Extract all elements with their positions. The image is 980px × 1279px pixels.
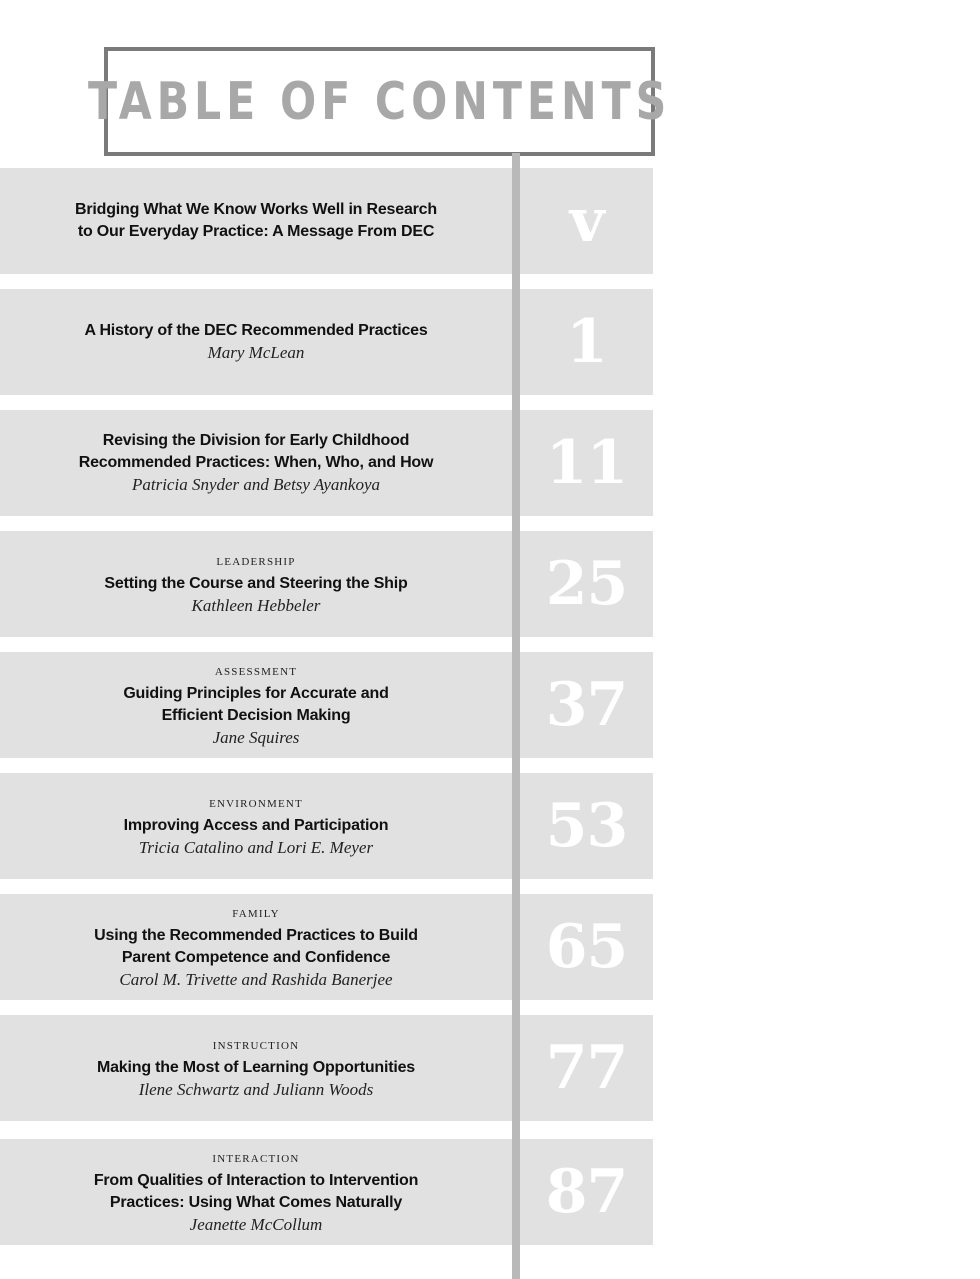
toc-entry-page [520,1139,653,1245]
entry-title-line: From Qualities of Interaction to Intervention [93,1171,419,1189]
toc-entry[interactable] [0,773,653,879]
entry-title-line: to Our Everyday Practice: A Message From DEC [77,223,435,240]
entry-title-line: Setting the Course and Steering the Ship [104,574,408,592]
page-number: 37 [545,670,628,740]
toc-entry-text [0,168,512,274]
toc-entry[interactable] [0,652,653,758]
toc-entry-text [0,652,512,758]
page-number: 11 [545,428,628,498]
toc-entry-page [520,289,653,395]
page-number: 1 [566,307,607,377]
entry-title-line: Bridging What We Know Works Well in Research [75,201,437,218]
entry-title-line: Revising the Division for Early Childhood [102,432,410,449]
entry-author: Jane Squires [212,727,300,747]
entry-title-line: Parent Competence and Confidence [121,948,391,966]
toc-entry-page [520,410,653,516]
toc-entry-page [520,1015,653,1121]
toc-entry-page [520,531,653,637]
toc-entry-page [520,168,653,274]
entry-section-label: family [232,904,280,921]
toc-entry-text [0,894,512,1000]
entry-title-line: Recommended Practices: When, Who, and How [78,454,434,471]
entry-author: Jeanette McCollum [189,1214,323,1234]
entry-section-label: interaction [212,1149,300,1166]
page-number: 77 [545,1033,628,1103]
toc-entry-text [0,773,512,879]
page-number: 25 [545,549,628,619]
entry-section-label: instruction [212,1036,300,1053]
page-number: 65 [545,912,628,982]
page-number: 53 [545,791,628,861]
page-number: 87 [545,1157,628,1227]
entry-title-line: Improving Access and Participation [123,816,389,834]
entry-author: Ilene Schwartz and Juliann Woods [138,1079,374,1099]
toc-entry-page [520,773,653,879]
toc-title-box [87,47,672,156]
entry-title-line: Guiding Principles for Accurate and [123,684,389,702]
toc-entry[interactable] [0,168,653,274]
entry-section-label: environment [209,794,303,811]
toc-entry[interactable] [0,894,653,1000]
toc-entry-text [0,531,512,637]
entry-title-line: Efficient Decision Making [161,706,351,724]
toc-entry-page [520,894,653,1000]
toc-entry[interactable] [0,531,653,637]
entry-author: Carol M. Trivette and Rashida Banerjee [119,969,393,989]
entry-title-line: Making the Most of Learning Opportunities [96,1058,416,1076]
page-title: TABLE OF CONTENTS [87,71,672,132]
toc-entry-text [0,1015,512,1121]
toc-entry-text [0,1139,512,1245]
vertical-divider [512,153,520,1279]
entry-section-label: assessment [214,662,298,679]
entry-title-line: Using the Recommended Practices to Build [94,926,418,944]
entry-title-line: Practices: Using What Comes Naturally [109,1193,403,1211]
toc-entry-text [0,289,512,395]
toc-entry[interactable] [0,410,653,516]
toc-entry[interactable] [0,289,653,395]
entry-author: Kathleen Hebbeler [191,595,321,615]
entry-author: Patricia Snyder and Betsy Ayankoya [131,475,380,494]
toc-entry[interactable] [0,1015,653,1121]
entry-section-label: leadership [216,552,296,569]
toc-entry[interactable] [0,1139,653,1245]
entry-author: Mary McLean [207,343,305,362]
entry-author: Tricia Catalino and Lori E. Meyer [138,837,374,857]
toc-entry-page [520,652,653,758]
toc-entry-text [0,410,512,516]
page-number: v [569,186,604,256]
entry-title-line: A History of the DEC Recommended Practices [84,322,428,339]
